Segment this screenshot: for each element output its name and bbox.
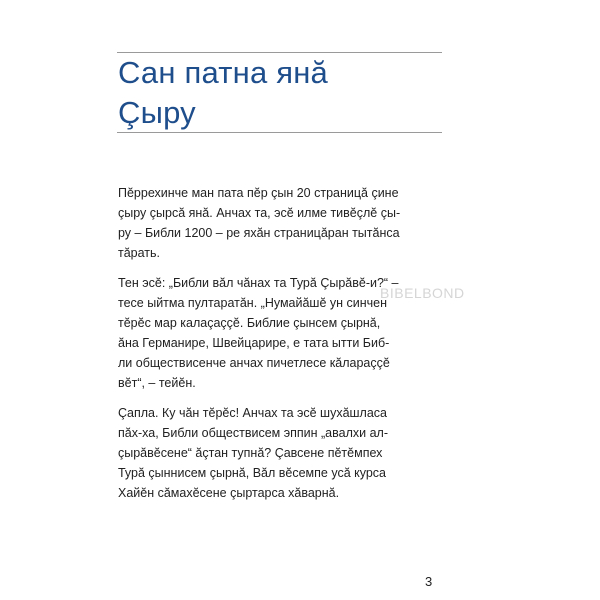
paragraph-line: çырăвĕсене“ ăçтан тупнă? Çавсене пĕтĕмпех <box>118 446 383 460</box>
title-line-2: Çыру <box>118 95 196 130</box>
paragraph-line: тăрать. <box>118 246 161 260</box>
paragraph-line: Хайĕн сăмахĕсене çыртарса хăварнă. <box>118 486 340 500</box>
paragraph-line: вĕт“, – тейĕн. <box>118 376 196 390</box>
paragraph-line: Тен эсĕ: „Библи вăл чăнах та Турă Çырăвĕ-и?“ – <box>118 276 399 290</box>
paragraph-line: Çапла. Ку чăн тĕрĕс! Анчах та эсĕ шухăшласа <box>118 406 388 420</box>
paragraph-line: Турă çыннисем çырнă, Вăл вĕсемпе усă курса <box>118 466 386 480</box>
page-number: 3 <box>425 574 433 589</box>
paragraph-line: ăна Германире, Швейцарире, е тата ытти Биб- <box>118 336 390 350</box>
paragraph <box>118 403 448 503</box>
watermark: BIBELBOND <box>380 285 465 301</box>
body-text <box>118 183 448 513</box>
paragraph-line: ру – Библи 1200 – ре яхăн страницăран тытăнса <box>118 226 400 240</box>
paragraph-line: Пĕррехинче ман пата пĕр çын 20 страницă çине <box>118 186 399 200</box>
paragraph-line: пăх-ха, Библи обществисем эппин „авалхи ал- <box>118 426 388 440</box>
title-line-1: Сан патна янă <box>118 55 328 90</box>
paragraph <box>118 183 448 263</box>
paragraph-line: тĕрĕс мар калаçаççĕ. Библие çынсем çырнă, <box>118 316 381 330</box>
paragraph-line: тесе ыйтма пултаратăн. „Нумайăшĕ ун синчен <box>118 296 388 310</box>
title-bottom-rule <box>117 132 442 133</box>
page-title <box>118 53 448 133</box>
paragraph-line: çыру çырсă янă. Анчах та, эсĕ илме тивĕçлĕ çы- <box>118 206 401 220</box>
paragraph-line: ли обществисенче анчах пичетлесе кăлараççĕ <box>118 356 390 370</box>
